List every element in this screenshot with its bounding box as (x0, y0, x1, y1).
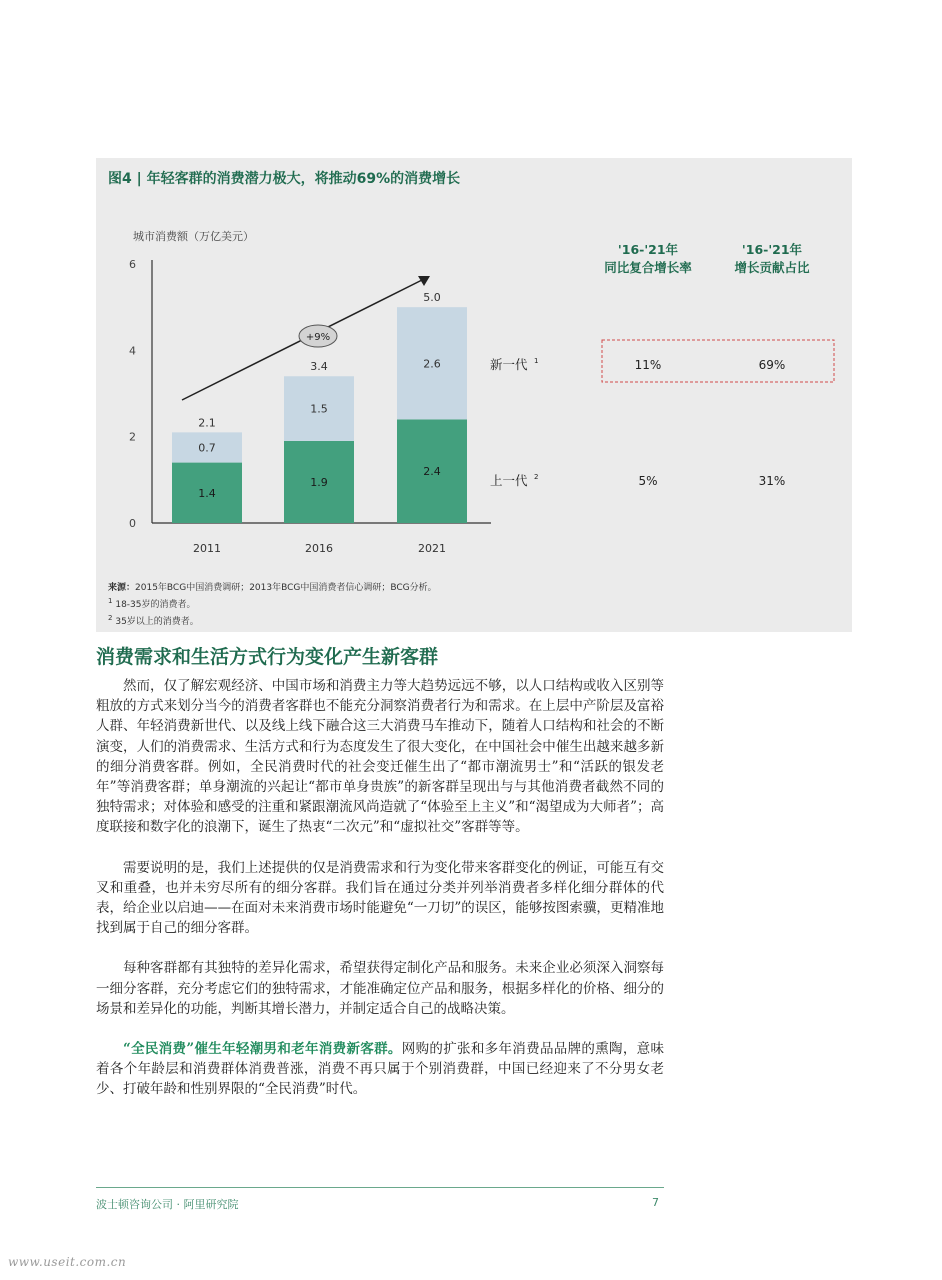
row-share: 31% (758, 474, 786, 488)
article-body (96, 676, 664, 1120)
row-label-marker: 2 (534, 473, 539, 481)
y-tick-label: 6 (129, 258, 136, 271)
row-cagr: 5% (638, 474, 658, 488)
data-label-young-gen: 1.5 (310, 402, 328, 416)
footer-divider (96, 1187, 664, 1188)
stacked-bar-chart (96, 158, 852, 578)
footnote-text: 35岁以上的消费者。 (115, 617, 199, 627)
x-tick-label: 2011 (193, 542, 221, 555)
paragraph: 每种客群都有其独特的差异化需求，希望获得定制化产品和服务。未来企业必须深入洞察每一细分客群，充分考虑它们的独特需求，才能准确定位产品和服务，根据多样化的价格、细分的场景和差异化的功能，判断其增长潜力，并制定适合自己的战略决策。 (96, 960, 664, 1017)
data-label-total: 5.0 (423, 291, 441, 305)
paragraph (96, 1039, 664, 1100)
row-share: 69% (758, 358, 786, 372)
watermark: www.useit.com.cn (8, 1255, 127, 1269)
footnote-marker: 1 (108, 597, 113, 605)
footnote-marker: 2 (108, 614, 113, 622)
figure-title: 图4 | 年轻客群的消费潜力极大，将推动69%的消费增长 (108, 171, 461, 187)
footer-publisher: 波士顿咨询公司 · 阿里研究院 (96, 1198, 239, 1211)
data-label-total: 3.4 (310, 360, 328, 374)
y-tick-label: 0 (129, 517, 136, 530)
paragraph-rest: 网购的扩张和多年消费品品牌的熏陶，意味着各个年龄层和消费群体消费普涨，消费不再只属于个别消费群，中国已经迎来了不分男女老少、打破年龄和性别界限的“全民消费”时代。 (96, 1041, 665, 1098)
source-label: 来源： (108, 583, 136, 593)
y-axis-label: 城市消费额（万亿美元） (133, 230, 254, 243)
x-tick-label: 2016 (305, 542, 333, 555)
y-tick-label: 4 (129, 344, 136, 358)
data-label-older-gen: 1.4 (198, 486, 216, 500)
y-tick-label: 2 (129, 430, 136, 444)
figure-panel (96, 158, 852, 632)
row-cagr: 11% (634, 358, 662, 372)
table-header-line2: 增长贡献占比 (734, 260, 810, 275)
sources-block (108, 582, 437, 629)
table-header-line2: 同比复合增长率 (604, 260, 692, 275)
paragraph-lead: “全民消费”催生年轻潮男和老年消费新客群。 (123, 1041, 402, 1058)
table-header-line1: '16-'21年 (741, 242, 803, 257)
paragraph: 需要说明的是，我们上述提供的仅是消费需求和行为变化带来客群变化的例证，可能互有交叉和重叠，也并未穷尽所有的细分客群。我们旨在通过分类并列举消费者多样化细分群体的代表，给企业以启迪——在面对未来消费市场时能避免“一刀切”的误区，能够按图索骥，更精准地找到属于自己的细分客群。 (96, 859, 664, 937)
footnote-1 (108, 595, 437, 612)
footnote-2 (108, 612, 437, 629)
page-number: 7 (652, 1196, 659, 1209)
x-tick-label: 2021 (418, 542, 446, 555)
section-heading: 消费需求和生活方式行为变化产生新客群 (96, 646, 439, 668)
row-label: 上一代 (490, 473, 528, 488)
table-header-line1: '16-'21年 (617, 242, 679, 257)
row-label: 新一代 (490, 357, 528, 372)
source-line (108, 582, 437, 595)
source-text: 2015年BCG中国消费调研；2013年BCG中国消费者信心调研；BCG分析。 (135, 583, 437, 593)
row-label-marker: 1 (534, 357, 539, 365)
data-label-total: 2.1 (198, 416, 216, 430)
growth-badge-label: +9% (305, 332, 331, 343)
data-label-older-gen: 2.4 (423, 465, 441, 479)
footnote-text: 18-35岁的消费者。 (115, 600, 196, 610)
data-label-young-gen: 2.6 (423, 357, 441, 371)
paragraph: 然而，仅了解宏观经济、中国市场和消费主力等大趋势远远不够，以人口结构或收入区别等粗放的方式来划分当今的消费者客群也不能充分洞察消费者行为和需求。在上层中产阶层及富裕人群、年轻消费新世代、以及线上线下融合这三大消费马车推动下，随着人口结构和社会的不断演变，人们的消费需求、生活方式和行为态度发生了很大变化，在中国社会中催生出越来越多新的细分消费客群。例如，全民消费时代的社会变迁催生出了“都市潮流男士”和“活跃的银发老年”等消费客群；单身潮流的兴起让“都市单身贵族”的新客群呈现出与与其他消费者截然不同的独特需求；对体验和感受的注重和紧跟潮流风尚造就了“体验至上主义”和“渴望成为大师者”；高度联接和数字化的浪潮下，诞生了热衷“二次元”和“虚拟社交”客群等等。 (96, 678, 664, 836)
data-label-older-gen: 1.9 (310, 475, 328, 489)
data-label-young-gen: 0.7 (198, 441, 216, 455)
